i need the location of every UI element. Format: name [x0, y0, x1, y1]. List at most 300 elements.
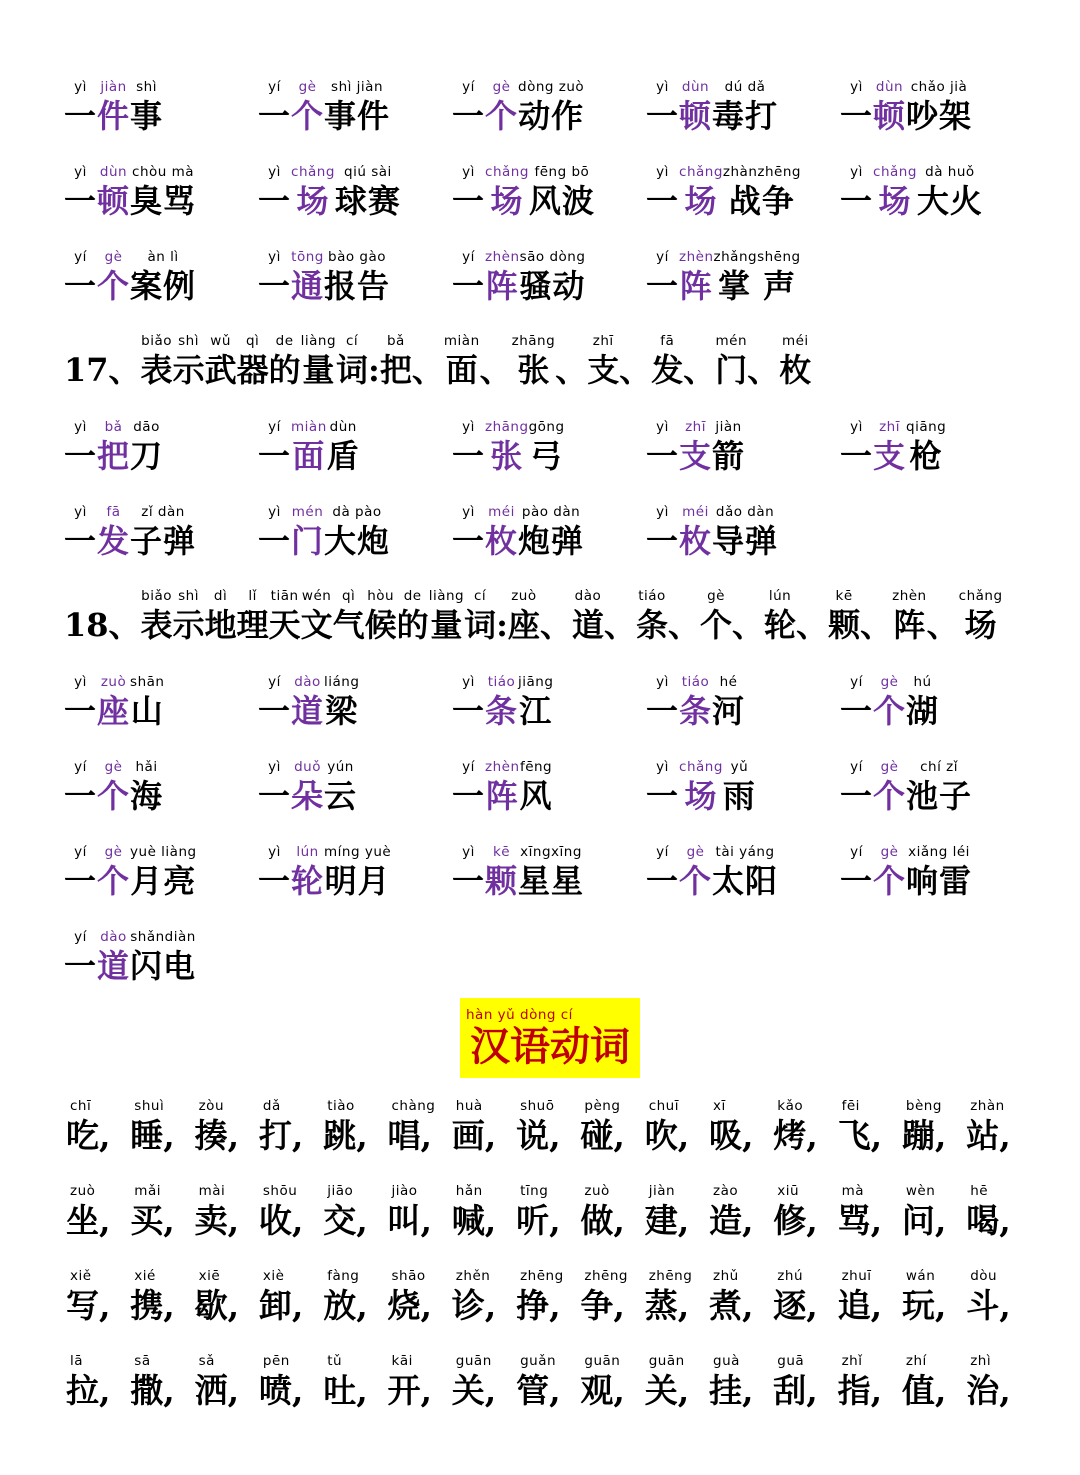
verb-item	[66, 1352, 128, 1412]
hanzi: 一	[452, 97, 486, 135]
pinyin: yì	[462, 419, 475, 435]
measure-phrase	[258, 758, 448, 838]
pinyin: yì	[656, 759, 669, 775]
pinyin: yì	[74, 164, 87, 180]
pinyin: chǎng	[679, 164, 723, 180]
hanzi: 的	[268, 351, 301, 389]
pinyin: yí	[268, 419, 281, 435]
pinyin: fā	[660, 333, 675, 349]
measure-word	[873, 163, 917, 221]
phrase-part	[130, 503, 196, 561]
phrase-part	[840, 758, 873, 816]
hanzi: 场	[296, 182, 330, 220]
phrase-part	[130, 758, 163, 816]
pinyin: xiě	[70, 1268, 92, 1284]
pinyin: gè	[298, 79, 317, 95]
hanzi: 18、	[64, 606, 141, 644]
measure-phrase	[646, 418, 836, 498]
measure-phrase	[452, 418, 642, 498]
hanzi: 一	[258, 692, 292, 730]
heading-char	[173, 332, 205, 390]
hanzi: 一	[840, 437, 874, 475]
hanzi: 一	[452, 267, 486, 305]
pinyin: zuò	[584, 1183, 610, 1199]
hanzi: 、	[683, 351, 716, 389]
hanzi: 个	[97, 777, 131, 815]
hanzi: 朵	[291, 777, 325, 815]
phrase-part	[258, 503, 291, 561]
hanzi: 一	[258, 97, 292, 135]
heading-char	[959, 587, 1003, 645]
hanzi: 场	[684, 777, 718, 815]
verb-item	[645, 1182, 707, 1242]
phrase-part	[452, 503, 485, 561]
phrase-part	[130, 928, 196, 986]
hanzi: 江	[519, 692, 553, 730]
heading-punct	[619, 332, 651, 390]
heading-punct	[480, 332, 512, 390]
phrase-part	[906, 843, 972, 901]
hanzi: 梁	[325, 692, 359, 730]
pinyin: gè	[880, 844, 899, 860]
pinyin: méi	[488, 504, 515, 520]
verb-item	[902, 1352, 964, 1412]
phrase-part	[64, 673, 97, 731]
phrase-part	[712, 418, 745, 476]
pinyin: qì	[245, 333, 260, 349]
pinyin: mén	[715, 333, 748, 349]
hanzi: 表	[140, 351, 173, 389]
pinyin: sā	[134, 1353, 151, 1369]
pinyin: shāo	[391, 1268, 426, 1284]
title-text: 汉语动词	[470, 1023, 630, 1070]
pinyin: yì	[850, 79, 863, 95]
hanzi: 关,	[451, 1371, 497, 1410]
pinyin: bǎ	[104, 419, 123, 435]
measure-phrase	[452, 78, 642, 158]
verb-item	[195, 1352, 257, 1412]
pinyin: bào gào	[328, 249, 387, 265]
heading-char	[828, 587, 860, 645]
measure-word	[485, 758, 520, 816]
verb-item	[259, 1182, 321, 1242]
phrase-part	[452, 78, 485, 136]
measure-phrase	[64, 503, 254, 583]
pinyin: dùn	[329, 419, 357, 435]
hanzi: 湖	[906, 692, 940, 730]
measure-word	[679, 163, 723, 221]
hanzi: 大火	[916, 182, 983, 220]
verb-item	[388, 1352, 450, 1412]
pinyin: tiáo	[681, 674, 710, 690]
title-pinyin: hàn yǔ dòng cí	[466, 1007, 573, 1023]
pinyin: liàng	[300, 333, 337, 349]
verb-item	[773, 1267, 835, 1327]
hanzi: 道	[571, 606, 604, 644]
pinyin: jiāng	[518, 674, 554, 690]
pinyin: chí zǐ	[920, 759, 958, 775]
pinyin: zhěn	[455, 1268, 491, 1284]
phrase-part	[906, 758, 972, 816]
hanzi: 战争	[728, 182, 795, 220]
pinyin: chǎng	[679, 759, 723, 775]
verb-item	[773, 1352, 835, 1412]
pinyin: xī	[713, 1098, 726, 1114]
hanzi: 风	[519, 777, 553, 815]
pinyin: yì	[268, 504, 281, 520]
pinyin: chǎng	[291, 164, 335, 180]
pinyin: yí	[462, 759, 475, 775]
verb-item	[966, 1267, 1028, 1327]
pinyin: kǎo	[777, 1098, 804, 1114]
pinyin: hé	[719, 674, 738, 690]
verb-item	[195, 1182, 257, 1242]
hanzi: 门	[291, 522, 325, 560]
hanzi: 球赛	[334, 182, 401, 220]
hanzi: 交,	[323, 1201, 368, 1240]
hanzi: 唱,	[387, 1116, 432, 1155]
phrase-part	[906, 673, 939, 731]
hanzi: 、	[860, 606, 893, 644]
pinyin: dà pào	[332, 504, 382, 520]
pinyin: yì	[656, 419, 669, 435]
hanzi: 一	[452, 522, 486, 560]
hanzi: 道	[97, 947, 131, 985]
hanzi: 一	[258, 182, 292, 220]
measure-phrase	[646, 248, 836, 328]
hanzi: 颗	[828, 606, 861, 644]
hanzi: 张	[490, 437, 524, 475]
measure-word	[291, 78, 324, 136]
measure-phrase	[646, 78, 836, 158]
pinyin: zhèn	[679, 249, 714, 265]
hanzi: 个	[873, 692, 907, 730]
phrase-part	[64, 418, 97, 476]
pinyin: mǎi	[134, 1183, 161, 1199]
measure-word	[291, 503, 324, 561]
hanzi: 一	[258, 862, 292, 900]
hanzi: 喊,	[451, 1201, 497, 1240]
hanzi: 一	[258, 267, 292, 305]
hanzi: 开,	[387, 1371, 432, 1410]
hanzi: 17、	[64, 351, 141, 389]
heading-char	[636, 587, 668, 645]
hanzi: 睡,	[130, 1116, 175, 1155]
measure-phrase	[452, 843, 642, 923]
pinyin: yí	[850, 759, 863, 775]
hanzi: 阵	[893, 606, 926, 644]
phrase-part	[64, 163, 97, 221]
pinyin: jiàn	[100, 79, 127, 95]
phrase-part	[64, 503, 97, 561]
measure-phrase	[64, 248, 254, 328]
pinyin: tǔ	[327, 1353, 343, 1369]
pinyin: xié	[134, 1268, 156, 1284]
verb-item	[388, 1097, 450, 1157]
measure-word	[97, 78, 130, 136]
verb-item	[645, 1267, 707, 1327]
phrase-part	[518, 673, 553, 731]
pinyin: zhǐ	[841, 1353, 863, 1369]
measure-phrase	[64, 758, 254, 838]
hanzi: 把	[379, 351, 412, 389]
hanzi: 卖,	[194, 1201, 240, 1240]
pinyin: lún	[768, 588, 792, 604]
hanzi: 收,	[258, 1201, 304, 1240]
measure-word	[873, 418, 906, 476]
hanzi: 、	[619, 351, 652, 389]
pinyin: cí	[345, 333, 359, 349]
pinyin: duǒ	[294, 759, 321, 775]
hanzi: 、	[555, 351, 588, 389]
pinyin: zhī	[685, 419, 706, 435]
verb-item	[838, 1267, 900, 1327]
measure-phrase	[64, 673, 254, 753]
heading-punct	[860, 587, 892, 645]
heading-char	[700, 587, 732, 645]
pinyin: zhēng	[648, 1268, 693, 1284]
pinyin: cí	[474, 588, 487, 604]
measure-phrase	[646, 673, 836, 753]
heading-char	[715, 332, 747, 390]
pinyin: dùn	[875, 79, 904, 95]
pinyin: dì	[213, 588, 228, 604]
measure-word	[291, 248, 324, 306]
hanzi: 顿	[97, 182, 131, 220]
pinyin: yì	[268, 844, 281, 860]
hanzi: 枚	[679, 522, 713, 560]
pinyin: yì	[268, 759, 281, 775]
hanzi: 值,	[901, 1371, 947, 1410]
pinyin: lǐ	[248, 588, 257, 604]
pinyin	[619, 332, 651, 350]
verb-item	[66, 1097, 128, 1157]
hanzi: 斗,	[966, 1286, 1011, 1325]
hanzi: 撒,	[130, 1371, 175, 1410]
hanzi: 、	[926, 606, 959, 644]
heading-char	[205, 587, 237, 645]
phrase-part	[646, 673, 679, 731]
heading-punct	[927, 587, 959, 645]
pinyin: mà	[841, 1183, 865, 1199]
verb-item	[709, 1182, 771, 1242]
heading-char	[397, 587, 429, 645]
phrase-part	[840, 163, 873, 221]
phrase-part	[452, 418, 485, 476]
hanzi: 个	[873, 862, 907, 900]
pinyin: zuò	[511, 588, 537, 604]
measure-word	[679, 418, 712, 476]
heading-char	[205, 332, 237, 390]
pinyin: kāi	[391, 1353, 413, 1369]
phrase-part	[452, 673, 485, 731]
hanzi: 报告	[324, 267, 391, 305]
verb-row	[66, 1267, 1026, 1337]
pinyin: gè	[104, 759, 123, 775]
verb-item	[966, 1182, 1028, 1242]
hanzi: 喷,	[258, 1371, 304, 1410]
pinyin: shuō	[520, 1098, 555, 1114]
measure-word	[485, 673, 518, 731]
hanzi: 导弹	[712, 522, 779, 560]
phrase-part	[258, 418, 291, 476]
measure-phrase	[452, 248, 642, 328]
hanzi: 打,	[258, 1116, 304, 1155]
phrase-part	[646, 163, 679, 221]
verb-item	[645, 1097, 707, 1157]
phrase-part	[712, 673, 745, 731]
verb-item	[645, 1352, 707, 1412]
pinyin: dǎo dàn	[715, 504, 775, 520]
hanzi: 阵	[485, 777, 519, 815]
hanzi: 造,	[709, 1201, 754, 1240]
hanzi: 写,	[66, 1286, 111, 1325]
heading-char	[365, 587, 397, 645]
pinyin: guān	[584, 1353, 621, 1369]
verb-item	[966, 1352, 1028, 1412]
verb-item	[323, 1097, 385, 1157]
pinyin: gè	[686, 844, 705, 860]
pinyin: dāo	[133, 419, 160, 435]
pinyin: yì	[462, 504, 475, 520]
verb-item	[195, 1097, 257, 1157]
measure-word	[679, 843, 712, 901]
pinyin: xiē	[198, 1268, 221, 1284]
pinyin: mén	[291, 504, 324, 520]
hanzi: 吸,	[709, 1116, 754, 1155]
pinyin	[668, 587, 700, 605]
hanzi: 、	[796, 606, 829, 644]
hanzi: 场	[684, 182, 718, 220]
pinyin: biǎo	[141, 333, 172, 349]
pinyin: sāo dòng	[519, 249, 586, 265]
measure-phrase	[258, 78, 448, 158]
hanzi: 画,	[451, 1116, 497, 1155]
hanzi: 放,	[323, 1286, 368, 1325]
measure-word	[291, 673, 324, 731]
measure-word	[97, 843, 130, 901]
hanzi: 盾	[326, 437, 360, 475]
hanzi: 一	[646, 437, 680, 475]
verb-item	[130, 1267, 192, 1327]
pinyin: chǎng	[958, 588, 1003, 604]
pinyin: zhǎngshēng	[713, 249, 801, 265]
pinyin: zhāng	[511, 333, 556, 349]
verb-item	[709, 1097, 771, 1157]
heading-char	[380, 332, 412, 390]
pinyin	[64, 332, 141, 350]
hanzi: 煮,	[709, 1286, 754, 1325]
phrase-row	[64, 928, 1064, 1008]
hanzi: 词	[464, 606, 497, 644]
pinyin: dào	[294, 674, 321, 690]
pinyin: jiào	[391, 1183, 418, 1199]
phrase-part	[840, 673, 873, 731]
hanzi: 子弹	[130, 522, 197, 560]
pinyin: gè	[880, 674, 899, 690]
pinyin: jiàn	[715, 419, 742, 435]
pinyin: de	[403, 588, 422, 604]
hanzi: 挂,	[709, 1371, 754, 1410]
pinyin: wèn	[905, 1183, 936, 1199]
pinyin: yì	[268, 164, 281, 180]
hanzi: 候	[364, 606, 397, 644]
hanzi: 一	[646, 522, 680, 560]
measure-phrase	[646, 843, 836, 923]
hanzi: 道	[291, 692, 325, 730]
hanzi: 一	[452, 182, 486, 220]
hanzi: 争,	[580, 1286, 625, 1325]
hanzi: 一	[64, 182, 98, 220]
hanzi: 一	[646, 97, 680, 135]
hanzi: 山	[130, 692, 164, 730]
hanzi: 枚	[779, 351, 812, 389]
pinyin: guā	[777, 1353, 805, 1369]
phrase-part	[324, 503, 390, 561]
hanzi: 观,	[580, 1371, 625, 1410]
hanzi: 量	[302, 351, 335, 389]
verb-item	[902, 1182, 964, 1242]
pinyin: gè	[104, 844, 123, 860]
hanzi: 拉,	[66, 1371, 111, 1410]
pinyin: zhì	[970, 1353, 992, 1369]
pinyin: yì	[74, 79, 87, 95]
heading-char	[173, 587, 205, 645]
pinyin: gè	[880, 759, 899, 775]
hanzi: 一	[452, 777, 486, 815]
pinyin: chǎng	[873, 164, 917, 180]
hanzi: 建,	[644, 1201, 690, 1240]
heading-punct	[668, 587, 700, 645]
measure-word	[97, 503, 130, 561]
pinyin: bǎ	[386, 333, 405, 349]
heading-char	[237, 587, 269, 645]
phrase-part	[258, 248, 291, 306]
pinyin: liàng	[428, 588, 465, 604]
hanzi: 一	[64, 947, 98, 985]
pinyin: xīngxīng	[520, 844, 582, 860]
measure-word	[679, 78, 712, 136]
hanzi: 诊,	[451, 1286, 497, 1325]
heading-char	[333, 587, 365, 645]
hanzi: 听,	[516, 1201, 561, 1240]
verb-item	[773, 1097, 835, 1157]
pinyin: chī	[70, 1098, 92, 1114]
pinyin: zhú	[777, 1268, 803, 1284]
heading-char	[301, 587, 333, 645]
verb-item	[580, 1182, 642, 1242]
pinyin: guān	[455, 1353, 492, 1369]
verb-item	[902, 1267, 964, 1327]
hanzi: 、	[668, 606, 701, 644]
pinyin: xiè	[262, 1268, 285, 1284]
heading-punct	[64, 587, 141, 645]
verb-item	[195, 1267, 257, 1327]
pinyin: dòu	[970, 1268, 998, 1284]
measure-phrase	[840, 418, 1030, 498]
measure-word	[97, 673, 130, 731]
phrase-row	[64, 163, 1064, 243]
phrase-part	[324, 673, 359, 731]
pinyin: zhèn	[892, 588, 927, 604]
phrase-row	[64, 673, 1064, 753]
hanzi: 事件	[324, 97, 391, 135]
hanzi: 坐,	[66, 1201, 111, 1240]
measure-word	[873, 78, 906, 136]
hanzi: 一	[646, 182, 680, 220]
hanzi: 发	[651, 351, 684, 389]
pinyin: yì	[656, 164, 669, 180]
